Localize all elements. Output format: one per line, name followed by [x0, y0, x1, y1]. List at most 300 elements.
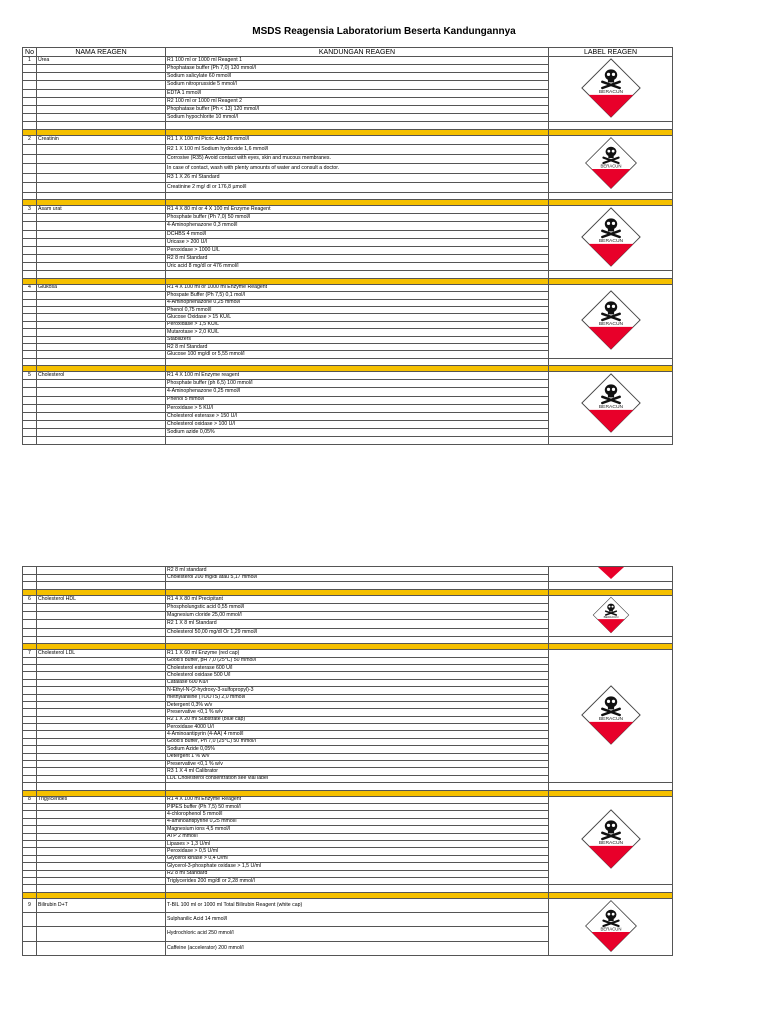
- reagent-content: Glycerol kinase > 0,4 U/ml: [166, 855, 549, 862]
- row-number: 6: [23, 595, 37, 603]
- row-number: [23, 343, 37, 350]
- row-number: [23, 603, 37, 611]
- reagent-content: Glucose Oxidase > 15 KU/L: [166, 314, 549, 321]
- blank-cell: [37, 582, 166, 589]
- reagent-content: R1 4 X 100 ml or 1000 ml Enzyme Reagent: [166, 284, 549, 291]
- reagent-content: R2 1 X 8 ml Standard: [166, 620, 549, 628]
- reagent-content: In case of contact, wash with plenty amounts of water and consult a doctor.: [166, 164, 549, 174]
- reagent-content: N-Ethyl-N-(2-hydroxy-3-sulfopropyl)-3: [166, 687, 549, 694]
- row-number: [23, 724, 37, 731]
- row-number: [23, 329, 37, 336]
- reagent-name: [37, 567, 166, 575]
- row-number: [23, 679, 37, 686]
- blank-cell: [37, 192, 166, 199]
- reagent-content: Detergent 0,3% w/v: [166, 701, 549, 708]
- skull-eye-left: [606, 824, 609, 827]
- reagent-name: [37, 753, 166, 760]
- blank-cell: [166, 122, 549, 129]
- table-row: [23, 595, 673, 603]
- reagent-content: Phosphate buffer (Ph 7,0) 50 mmol/l: [166, 214, 549, 222]
- reagent-name: Glukosa: [37, 284, 166, 291]
- reagent-content: Cholesterol 50,00 mg/dl Or 1,29 mmol/l: [166, 628, 549, 636]
- reagent-name: [37, 145, 166, 155]
- table-header: [23, 48, 673, 57]
- row-number: [23, 65, 37, 73]
- row-number: [23, 761, 37, 768]
- row-number: [23, 396, 37, 404]
- blank-cell: [23, 271, 37, 278]
- blank-cell: [37, 783, 166, 790]
- row-number: [23, 336, 37, 343]
- reagent-name: [37, 314, 166, 321]
- skull-jaw: [609, 609, 613, 611]
- beracun-hazard-icon: [592, 596, 630, 634]
- reagent-content: Preservative <0,1 % w/v: [166, 761, 549, 768]
- blank-cell: [166, 636, 549, 643]
- reagent-label: [549, 57, 673, 122]
- reagent-content: Hydrochloric acid 250 mmol/l: [166, 927, 549, 941]
- blank-row: [23, 358, 673, 365]
- reagent-content: R3 1 X 26 ml Standard: [166, 173, 549, 183]
- reagent-content: Phenol 5 mmol/l: [166, 396, 549, 404]
- reagent-content: LDL Cholesterol consentration see vial label: [166, 775, 549, 782]
- row-number: [23, 804, 37, 811]
- row-number: [23, 292, 37, 299]
- reagent-label: [549, 650, 673, 783]
- reagent-content: Cholesterol 200 mg/dl atau 5,17 mmol/l: [166, 574, 549, 582]
- reagent-name: [37, 412, 166, 420]
- reagent-content: Caffeine (accelerator) 200 mmol/l: [166, 941, 549, 955]
- header-no: No: [23, 48, 37, 57]
- reagent-name: [37, 709, 166, 716]
- row-number: 9: [23, 898, 37, 912]
- page-title: MSDS Reagensia Laboratorium Beserta Kandungannya: [252, 26, 516, 37]
- blank-row: [23, 192, 673, 199]
- blank-cell: [166, 437, 549, 444]
- row-number: [23, 105, 37, 113]
- reagent-content: R2 1 X 20 ml Substrate (blue cap): [166, 716, 549, 723]
- row-number: [23, 351, 37, 358]
- reagent-content: Detergent 1 % w/v: [166, 753, 549, 760]
- reagent-name: [37, 912, 166, 926]
- reagent-name: [37, 775, 166, 782]
- reagent-name: [37, 214, 166, 222]
- reagent-content: Sodium Azide 0,05%: [166, 746, 549, 753]
- reagent-content: Peroxidase > 1000 U/L: [166, 246, 549, 254]
- reagent-name: [37, 679, 166, 686]
- blank-cell: [166, 358, 549, 365]
- reagent-content: Cholesterol oxidase > 100 U/l: [166, 420, 549, 428]
- reagent-name: [37, 73, 166, 81]
- red-lower-half: [588, 244, 633, 266]
- reagent-content: Uricase > 200 U/l: [166, 238, 549, 246]
- row-number: [23, 855, 37, 862]
- reagent-content: Phosphate buffer (ph 6,5) 100 mmol/l: [166, 380, 549, 388]
- reagent-name: [37, 603, 166, 611]
- blank-cell: [37, 885, 166, 892]
- reagent-name: Cholesterol: [37, 372, 166, 380]
- reagent-name: Asam urat: [37, 206, 166, 214]
- hazard-label-text: BERACUN: [599, 162, 622, 168]
- blank-cell: [37, 437, 166, 444]
- reagent-name: [37, 870, 166, 877]
- reagent-content: DCHBS 4 mmol/l: [166, 230, 549, 238]
- reagent-content: 4-chlorophenol 5 mmol/l: [166, 811, 549, 818]
- reagent-content: 4-Aminophenazone 0,25 mmol/l: [166, 299, 549, 306]
- beracun-hazard-icon: [584, 899, 638, 953]
- red-lower-half: [588, 327, 633, 349]
- reagent-name: [37, 255, 166, 263]
- reagent-content: R1 4 X 100 ml Enzyme Reagent: [166, 796, 549, 803]
- reagent-table-page-1: [22, 47, 673, 445]
- reagent-content: Triglycerides 200 mg/dl or 2,28 mmol/l: [166, 877, 549, 884]
- hazard-label-text: BERACUN: [598, 841, 623, 847]
- reagent-content: R1 1 X 100 ml Picric Acid 26 mmol/l: [166, 135, 549, 145]
- reagent-label: [549, 284, 673, 358]
- row-number: [23, 848, 37, 855]
- row-number: [23, 612, 37, 620]
- reagent-name: [37, 306, 166, 313]
- row-number: [23, 145, 37, 155]
- reagent-content: Catalase 600 Ku/l: [166, 679, 549, 686]
- reagent-content: 4-Aminophenazone 0,25 mmol/l: [166, 388, 549, 396]
- row-number: [23, 863, 37, 870]
- row-number: [23, 701, 37, 708]
- row-number: [23, 738, 37, 745]
- blank-cell: [166, 783, 549, 790]
- reagent-content: R2 8 ml Standard: [166, 870, 549, 877]
- reagent-content: Phospholungstic acid 0,55 mmol/l: [166, 603, 549, 611]
- row-number: [23, 404, 37, 412]
- row-number: [23, 173, 37, 183]
- reagent-label: [549, 595, 673, 636]
- row-number: 7: [23, 650, 37, 657]
- reagent-name: [37, 664, 166, 671]
- skull-eye-right: [611, 149, 614, 152]
- table-row: [23, 796, 673, 803]
- row-number: [23, 321, 37, 328]
- row-number: [23, 412, 37, 420]
- row-number: [23, 826, 37, 833]
- reagent-name: [37, 818, 166, 825]
- reagent-name: [37, 687, 166, 694]
- hazard-label-text: BERACUN: [599, 926, 622, 932]
- reagent-content: Cholesterol esterase > 150 U/l: [166, 412, 549, 420]
- reagent-content: T-BIL 100 ml or 1000 ml Total Bilirubin Reagent (white cap): [166, 898, 549, 912]
- reagent-content: R2 8 ml Standard: [166, 343, 549, 350]
- skull-eye-right: [611, 388, 614, 391]
- row-number: [23, 183, 37, 193]
- reagent-name: [37, 840, 166, 847]
- blank-row: [23, 582, 673, 589]
- skull-eye-right: [611, 222, 614, 225]
- reagent-label: [549, 796, 673, 885]
- reagent-content: Uric acid 8 mg/dl or 476 mmol/l: [166, 263, 549, 271]
- row-number: [23, 811, 37, 818]
- reagent-content: Sodium hypochlorite 10 mmol/l: [166, 113, 549, 121]
- row-number: [23, 664, 37, 671]
- reagent-content: R3 1 X 4 ml Calibrator: [166, 768, 549, 775]
- reagent-name: [37, 299, 166, 306]
- skull-jaw: [607, 830, 613, 834]
- reagent-name: Cholesterol LDL: [37, 650, 166, 657]
- reagent-content: Peroxidase > 0,5 U/ml: [166, 848, 549, 855]
- row-number: 4: [23, 284, 37, 291]
- reagent-name: [37, 761, 166, 768]
- row-number: [23, 768, 37, 775]
- table-row: [23, 567, 673, 575]
- reagent-table-page-2: [22, 566, 673, 956]
- beracun-hazard-icon: [580, 372, 642, 434]
- reagent-name: [37, 863, 166, 870]
- reagent-label: [549, 567, 673, 582]
- red-lower-half: [588, 846, 633, 868]
- skull-eye-right: [611, 824, 614, 827]
- reagent-content: Peroxidase > 5 KU/l: [166, 404, 549, 412]
- skull-jaw: [608, 918, 613, 921]
- beracun-hazard-icon: [580, 684, 642, 746]
- reagent-name: [37, 173, 166, 183]
- row-number: [23, 687, 37, 694]
- table-row: [23, 57, 673, 65]
- row-number: 5: [23, 372, 37, 380]
- beracun-hazard-icon: [584, 136, 638, 190]
- reagent-name: [37, 927, 166, 941]
- reagent-name: [37, 855, 166, 862]
- blank-row: [23, 783, 673, 790]
- row-number: [23, 818, 37, 825]
- row-number: [23, 164, 37, 174]
- reagent-name: Urea: [37, 57, 166, 65]
- hazard-label-text: BERACUN: [598, 405, 623, 411]
- hazard-label-text: BERACUN: [598, 239, 623, 245]
- reagent-content: Phenol 0,75 mmol/l: [166, 306, 549, 313]
- skull-jaw: [607, 394, 613, 398]
- reagent-content: R1 4 X 80 ml or 4 X 100 ml Enzyme Reagent: [166, 206, 549, 214]
- table-row: [23, 206, 673, 214]
- table-row: [23, 372, 673, 380]
- reagent-name: [37, 941, 166, 955]
- reagent-content: Phophatase buffer (Ph < 13) 120 mmol/l: [166, 105, 549, 113]
- row-number: 2: [23, 135, 37, 145]
- reagent-name: [37, 65, 166, 73]
- blank-cell: [549, 358, 673, 365]
- reagent-content: R1 100 ml or 1000 ml Reagent 1: [166, 57, 549, 65]
- reagent-content: Creatinine 2 mg/ dl or 176,8 µmol/l: [166, 183, 549, 193]
- reagent-content: Good's buffer, Ph 7,0 (25°C) 50 mmol/l: [166, 738, 549, 745]
- reagent-name: [37, 105, 166, 113]
- row-number: [23, 840, 37, 847]
- row-number: [23, 306, 37, 313]
- reagent-content: Stabilizers: [166, 336, 549, 343]
- reagent-name: [37, 833, 166, 840]
- red-lower-half: [588, 722, 633, 744]
- beracun-hazard-icon: [580, 57, 642, 119]
- row-number: [23, 388, 37, 396]
- skull-eye-left: [606, 388, 609, 391]
- skull-eye-right: [611, 305, 614, 308]
- beracun-hazard-icon: [580, 206, 642, 268]
- reagent-name: Creatinin: [37, 135, 166, 145]
- reagent-name: [37, 89, 166, 97]
- reagent-content: R1 1 X 60 ml Enzyme (red cap): [166, 650, 549, 657]
- row-number: [23, 420, 37, 428]
- row-number: [23, 73, 37, 81]
- row-number: [23, 775, 37, 782]
- blank-cell: [23, 122, 37, 129]
- row-number: [23, 429, 37, 437]
- row-number: [23, 263, 37, 271]
- reagent-name: [37, 738, 166, 745]
- reagent-content: EDTA 1 mmol/l: [166, 89, 549, 97]
- reagent-content: 4-aminoantipyrine 0,25 mmol/l: [166, 818, 549, 825]
- blank-cell: [166, 271, 549, 278]
- reagent-content: R2 100 ml or 1000 ml Reagent 2: [166, 97, 549, 105]
- skull-eye-right: [611, 912, 614, 915]
- reagent-content: Cholesterol esterase 600 U/l: [166, 664, 549, 671]
- blank-row: [23, 122, 673, 129]
- row-number: [23, 230, 37, 238]
- blank-cell: [37, 636, 166, 643]
- row-number: [23, 672, 37, 679]
- row-number: 8: [23, 796, 37, 803]
- skull-eye-left: [607, 149, 610, 152]
- red-lower-half: [588, 410, 633, 432]
- blank-cell: [549, 582, 673, 589]
- reagent-name: [37, 724, 166, 731]
- blank-cell: [37, 271, 166, 278]
- hazard-label-text: BERACUN: [603, 614, 618, 619]
- reagent-name: [37, 746, 166, 753]
- reagent-name: [37, 321, 166, 328]
- row-number: [23, 574, 37, 582]
- skull-eye-right: [611, 605, 613, 607]
- reagent-name: [37, 804, 166, 811]
- reagent-content: Mutarotase > 2,0 KU/L: [166, 329, 549, 336]
- row-number: [23, 912, 37, 926]
- row-number: [23, 255, 37, 263]
- blank-cell: [23, 192, 37, 199]
- table-row: [23, 135, 673, 145]
- reagent-name: [37, 672, 166, 679]
- row-number: [23, 877, 37, 884]
- reagent-content: methylaniline (TOOTS) 2,0 mmol/l: [166, 694, 549, 701]
- reagent-name: [37, 731, 166, 738]
- red-lower-half: [588, 95, 633, 117]
- reagent-name: [37, 292, 166, 299]
- reagent-name: [37, 768, 166, 775]
- reagent-name: [37, 222, 166, 230]
- reagent-name: [37, 694, 166, 701]
- reagent-name: [37, 343, 166, 350]
- reagent-content: Corrosive (R35) Avoid contact with eyes, skin and mucous membranes.: [166, 154, 549, 164]
- row-number: [23, 657, 37, 664]
- skull-eye-left: [606, 305, 609, 308]
- reagent-name: [37, 657, 166, 664]
- row-number: [23, 753, 37, 760]
- row-number: [23, 113, 37, 121]
- reagent-name: [37, 826, 166, 833]
- reagent-content: Good's buffer, pH 7,0 (25°C) 50 mmol/l: [166, 657, 549, 664]
- blank-cell: [549, 636, 673, 643]
- reagent-content: Sodium salicylate 60 mmol/l: [166, 73, 549, 81]
- header-label: LABEL REAGEN: [549, 48, 673, 57]
- reagent-content: R1 4 X 100 ml Enzyme reagent: [166, 372, 549, 380]
- row-number: [23, 81, 37, 89]
- reagent-name: Cholesterol HDL: [37, 595, 166, 603]
- reagent-content: Magnesium cloride 25,00 mmol/l: [166, 612, 549, 620]
- header-content: KANDUNGAN REAGEN: [166, 48, 549, 57]
- reagent-content: Phospate Buffer (Ph 7,5) 0,1 mol/l: [166, 292, 549, 299]
- reagent-name: [37, 154, 166, 164]
- reagent-content: Peroxidase 4000 U/l: [166, 724, 549, 731]
- row-number: [23, 214, 37, 222]
- header-name: NAMA REAGEN: [37, 48, 166, 57]
- reagent-name: [37, 351, 166, 358]
- table-row: [23, 898, 673, 912]
- blank-cell: [23, 358, 37, 365]
- skull-eye-left: [606, 222, 609, 225]
- blank-cell: [23, 783, 37, 790]
- blank-row: [23, 271, 673, 278]
- reagent-name: [37, 81, 166, 89]
- reagent-name: [37, 404, 166, 412]
- blank-cell: [166, 192, 549, 199]
- blank-row: [23, 437, 673, 444]
- reagent-content: Cholesterol oxidase 500 U/l: [166, 672, 549, 679]
- row-number: 3: [23, 206, 37, 214]
- reagent-label: [549, 135, 673, 192]
- reagent-name: [37, 877, 166, 884]
- reagent-name: [37, 238, 166, 246]
- blank-cell: [37, 122, 166, 129]
- reagent-content: Preservative <0,1 % w/v: [166, 709, 549, 716]
- reagent-content: Sulphanilic Acid 14 mmol/l: [166, 912, 549, 926]
- row-number: [23, 222, 37, 230]
- reagent-name: [37, 336, 166, 343]
- beracun-hazard-icon: [580, 289, 642, 351]
- hazard-label-text: BERACUN: [598, 717, 623, 723]
- table-row: [23, 650, 673, 657]
- reagent-name: [37, 701, 166, 708]
- row-number: [23, 927, 37, 941]
- beracun-hazard-icon: [580, 808, 642, 870]
- reagent-label: [549, 206, 673, 271]
- reagent-content: R2 8 ml standard: [166, 567, 549, 575]
- table-row: [23, 284, 673, 291]
- blank-cell: [23, 885, 37, 892]
- skull-jaw: [607, 228, 613, 232]
- blank-cell: [549, 192, 673, 199]
- reagent-content: Glucose 100 mg/dl or 5,55 mmol/l: [166, 351, 549, 358]
- reagent-content: Sodium nitroprusside 5 mmol/l: [166, 81, 549, 89]
- reagent-name: [37, 574, 166, 582]
- skull-jaw: [607, 311, 613, 315]
- skull-jaw: [607, 79, 613, 83]
- blank-row: [23, 885, 673, 892]
- row-number: [23, 694, 37, 701]
- reagent-name: [37, 811, 166, 818]
- hazard-label-text: BERACUN: [598, 89, 623, 95]
- hazard-label-text: BERACUN: [598, 322, 623, 328]
- reagent-content: PIPES buffer (Ph 7,5) 50 mmol/l: [166, 804, 549, 811]
- blank-cell: [23, 437, 37, 444]
- reagent-name: [37, 246, 166, 254]
- red-lower-half: [591, 169, 630, 188]
- blank-cell: [549, 437, 673, 444]
- reagent-label: [549, 372, 673, 437]
- skull-jaw: [607, 706, 613, 710]
